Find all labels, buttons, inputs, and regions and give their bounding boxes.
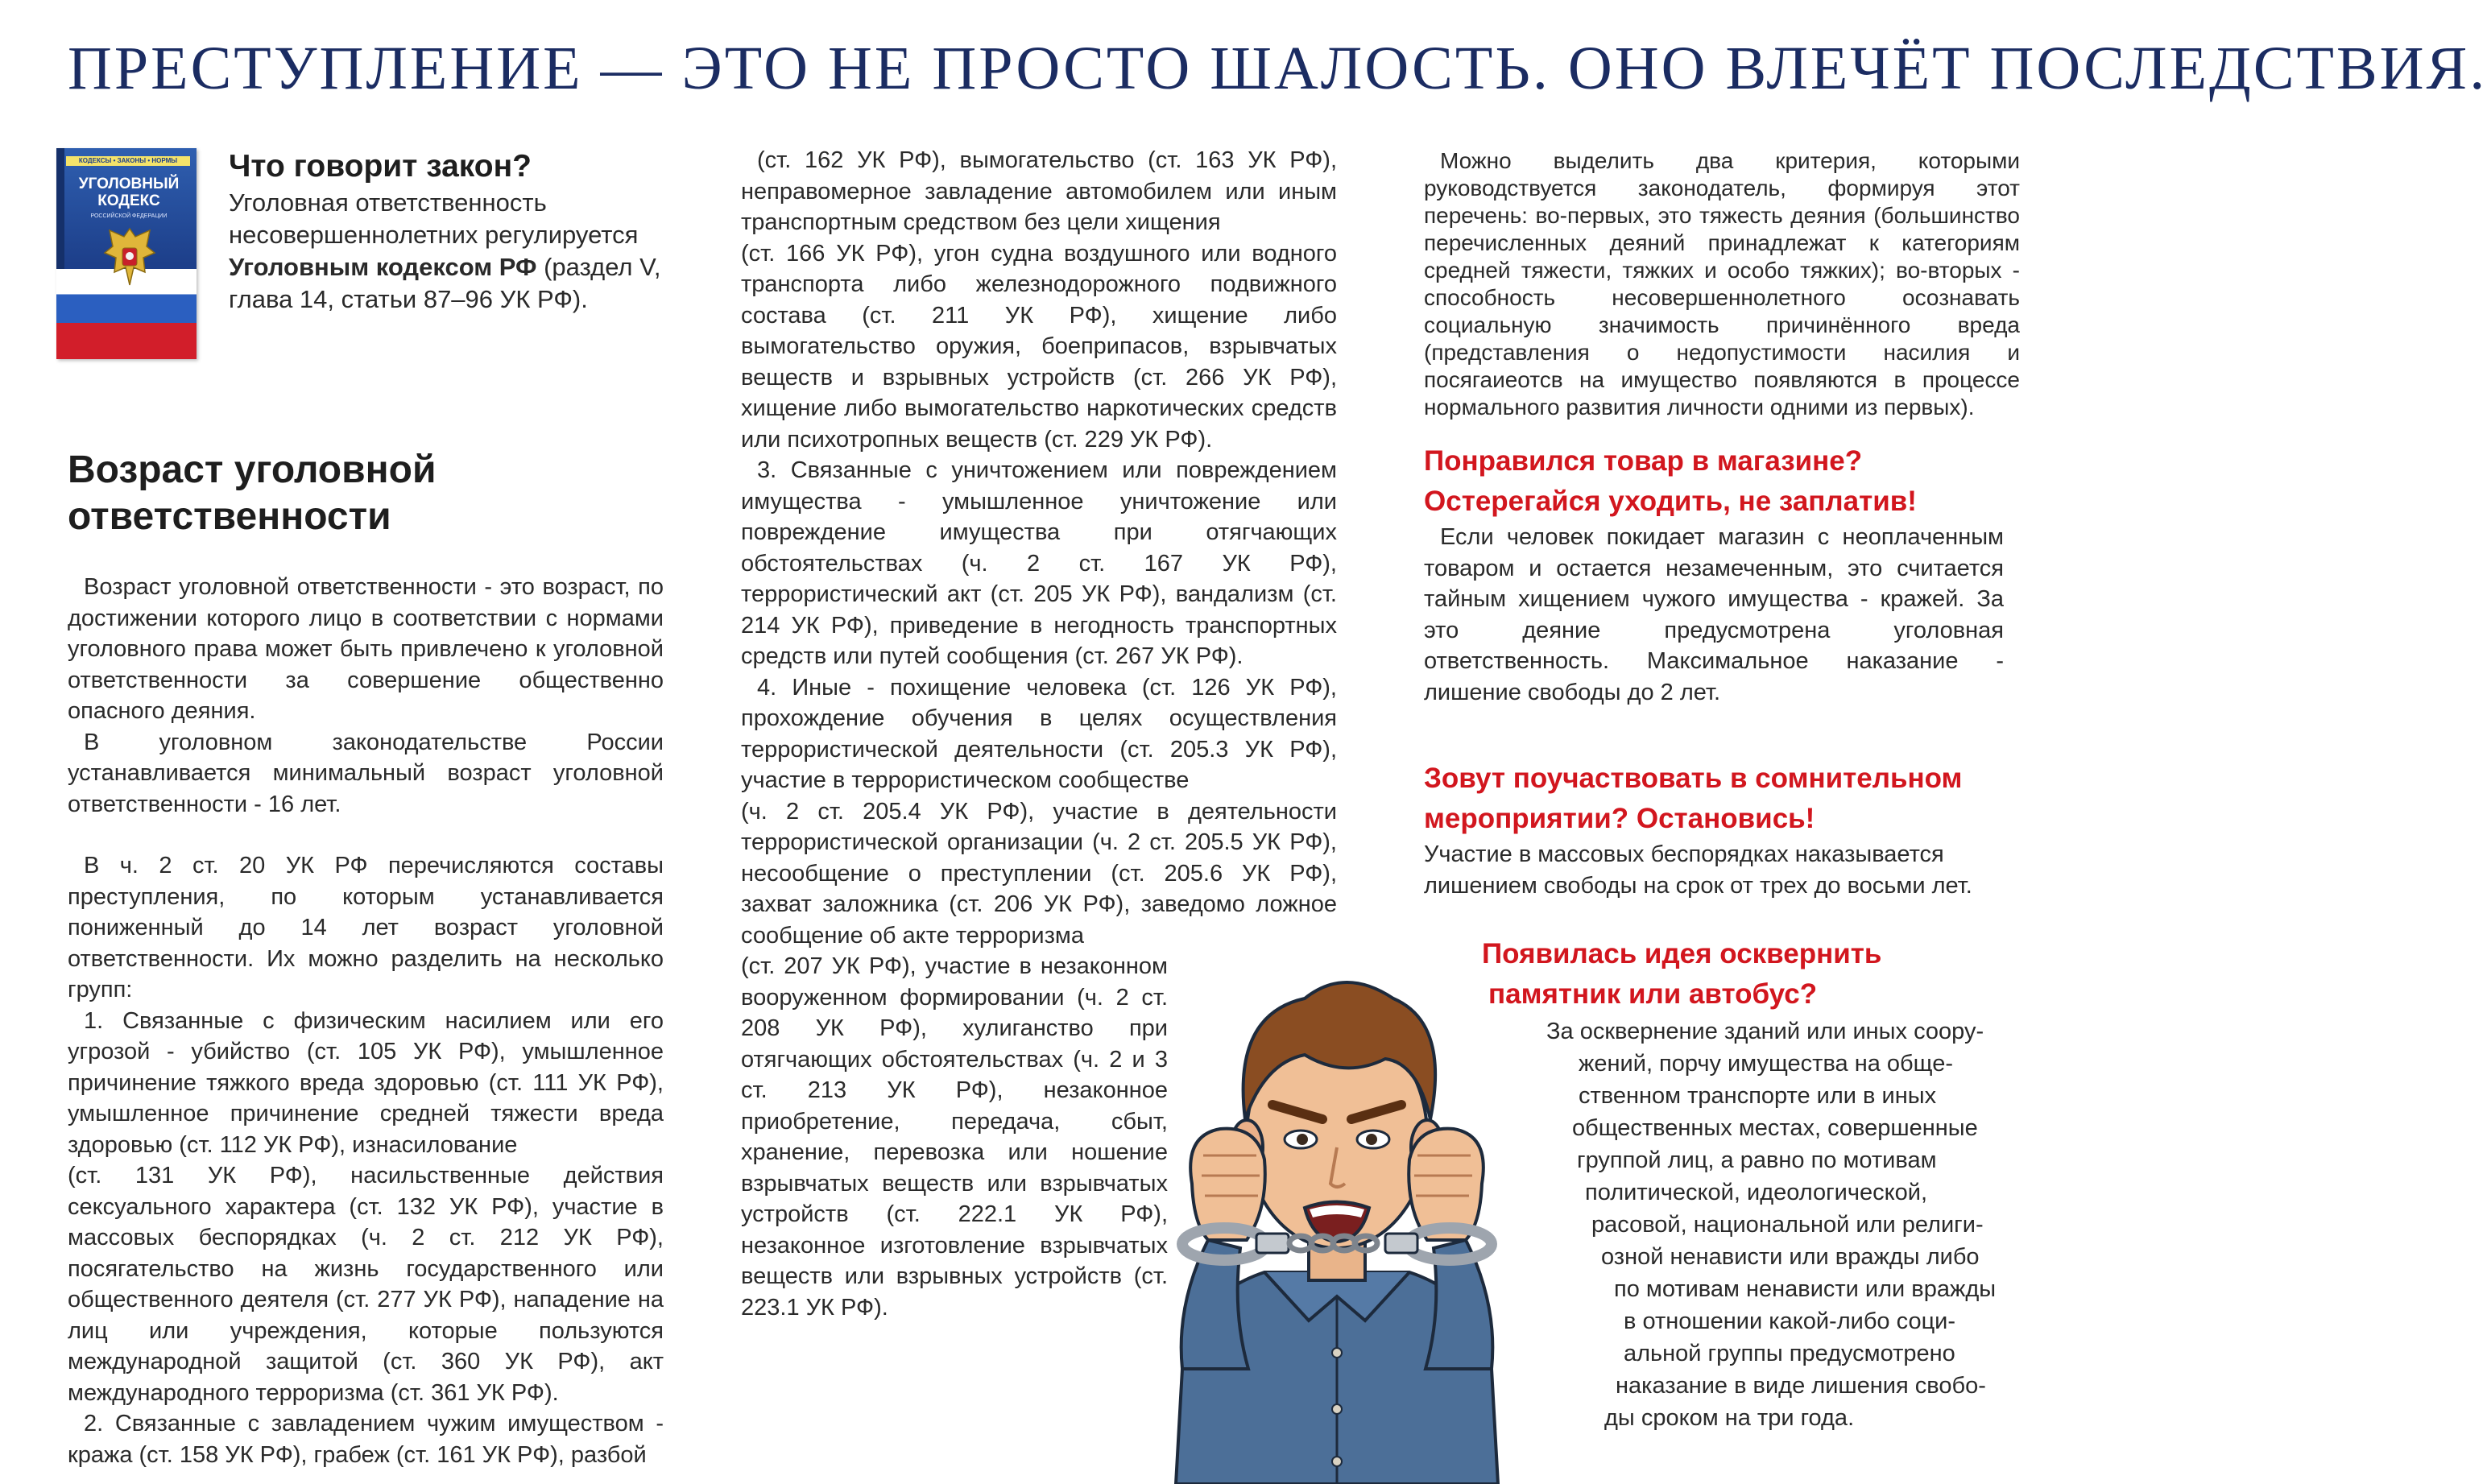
middle-paragraph-1: (ст. 162 УК РФ), вымогательство (ст. 163 УК РФ), неправомерное завладение автомобилем или иным транспортным средством без цели хищения — [741, 147, 1337, 235]
vandalism-line-6: политической, идеологической, — [1585, 1180, 1928, 1205]
age-paragraph-4: 1. Связанные с физическим насилием или его угрозой - убийство (ст. 105 УК РФ), умышленное причинение тяжкого вреда здоровью (ст. 111 УК РФ), умышленное причинение средней тяжести вреда здоровью (ст. 112 УК РФ), изнасилование — [68, 1007, 664, 1158]
left-column — [68, 572, 664, 1470]
vandalism-line-12: наказание в виде лишения свобо- — [1616, 1373, 1986, 1399]
shoplifting-section — [1424, 441, 2020, 708]
vandalism-text — [1530, 1015, 2030, 1434]
age-paragraph-1: Возраст уголовной ответственности - это возраст, по достижении которого лицо в соответствии с нормами уголовного права может быть привлечено к уголовной ответственности за совершение общественно опасного деяния. — [68, 574, 664, 724]
book-top-label: КОДЕКСЫ • ЗАКОНЫ • НОРМЫ — [66, 156, 190, 166]
vandalism-line-13: ды сроком на три года. — [1604, 1405, 1855, 1431]
vandalism-line-2: жений, порчу имущества на обще- — [1579, 1051, 1953, 1077]
shoplifting-heading-2: Остерегайся уходить, не заплатив! — [1424, 486, 1917, 517]
law-text — [229, 187, 664, 316]
shoplifting-heading-1: Понравился товар в магазине? — [1424, 445, 1863, 477]
coat-of-arms-icon — [101, 222, 158, 295]
law-text-part2: (раздел V, глава 14, статьи 87–96 УК РФ). — [229, 253, 661, 313]
vandalism-line-3: ственном транспорте или в иных — [1579, 1083, 1937, 1109]
shoplifting-text-wrap — [1424, 522, 2004, 708]
law-heading: Что говорит закон? — [229, 149, 532, 184]
middle-paragraph-5: (ч. 2 ст. 205.4 УК РФ), участие в деятельности террористической организации (ч. 2 ст. 205.5 УК РФ), несообщение о преступлении (ст. 205.6 УК РФ), захват заложника (ст. 206 УК РФ), заведомо ложное сообщение об акте терроризма — [741, 798, 1337, 949]
vandalism-line-8: озной ненависти или вражды либо — [1601, 1244, 1980, 1270]
vandalism-line-11: альной группы предусмотрено — [1624, 1341, 1955, 1366]
vandalism-heading-2: памятник или автобус? — [1488, 978, 1818, 1010]
vandalism-line-5: группой лиц, а равно по мотивам — [1577, 1147, 1937, 1173]
vandalism-heading-1: Появилась идея осквернить — [1482, 938, 1882, 969]
vandalism-line-4: общественных местах, совершенные — [1572, 1115, 1978, 1141]
law-section — [229, 148, 664, 316]
handcuffed-man-illustration — [1144, 918, 1530, 1484]
middle-paragraph-4: 4. Иные - похищение человека (ст. 126 УК РФ), прохождение обучения в целях осуществления террористической деятельности (ст. 205.3 УК РФ), участие в террористическом сообществе — [741, 674, 1337, 793]
riot-heading-2: мероприятии? Остановись! — [1424, 803, 1815, 834]
criminal-code-book-image — [56, 148, 197, 359]
age-paragraph-5: (ст. 131 УК РФ), насильственные действия сексуального характера (ст. 132 УК РФ), участие в массовых беспорядках (ч. 2 ст. 212 УК РФ), посягательство на жизнь государственного или общественного деятеля (ст. 277 УК РФ), нападение на лиц или учреждения, которые пользуются международной защитой (ст. 360 УК РФ), акт международного терроризма (ст. 361 УК РФ). — [68, 1163, 664, 1406]
vandalism-line-1: За осквернение зданий или иных соору- — [1546, 1019, 1984, 1044]
law-text-bold: Уголовным кодексом РФ — [229, 253, 537, 281]
shoplifting-text: Если человек покидает магазин с неоплаченным товаром и остается незамеченным, это считается тайным хищением чужого имущества - кражей. За это деяние предусмотрена уголовная ответственность. Максимальное наказание - лишение свободы до 2 лет. — [1424, 524, 2004, 705]
middle-paragraph-6: (ст. 207 УК РФ), участие в незаконном вооруженном формировании (ч. 2 ст. 208 УК РФ), хулиганство при отягчающих обстоятельствах (ч. 2 и 3 ст. 213 УК РФ), незаконное приобретение, передача, сбыт, хранение, перевозка или ношение взрывчатых веществ или взрывчатых устройств (ст. 222.1 УК РФ), незаконное изготовление взрывчатых веществ или взрывных устройств (ст. 223.1 УК РФ). — [741, 953, 1168, 1321]
age-paragraph-6: 2. Связанные с завладением чужим имуществом - кража (ст. 158 УК РФ), грабеж (ст. 161 УК РФ), разбой — [68, 1411, 664, 1468]
book-title — [68, 176, 190, 209]
page-title: ПРЕСТУПЛЕНИЕ — ЭТО НЕ ПРОСТО ШАЛОСТЬ. ОНО ВЛЕЧЁТ ПОСЛЕДСТВИЯ. — [68, 35, 2487, 102]
vandalism-line-10: в отношении какой-либо соци- — [1624, 1308, 1956, 1334]
criteria-paragraph: Можно выделить два критерия, которыми руководствуется законодатель, формируя этот перечень: во-первых, это тяжесть деяния (большинство перечисленных деяний принадлежат к категориям средней тяжести, тяжких и особо тяжких); во-вторых - способность несовершеннолетного осознавать социальную значимость причинённого вреда (представления о недопустимости насилия и посягаиеотсв на имущество появляются в процессе нормального развития личности одними из первых). — [1424, 148, 2020, 420]
riot-text-wrap — [1424, 839, 2004, 901]
age-heading: Возраст уголовной ответственности — [68, 449, 437, 538]
vandalism-line-7: расовой, национальной или религи- — [1591, 1212, 1984, 1238]
law-text-part1: Уголовная ответственность несовершеннолетних регулируется — [229, 188, 639, 249]
riot-text: Участие в массовых беспорядках наказывается лишением свободы на срок от трех до восьми лет. — [1424, 841, 1972, 899]
book-subtitle: РОССИЙСКОЙ ФЕДЕРАЦИИ — [90, 213, 168, 219]
age-paragraph-3: В ч. 2 ст. 20 УК РФ перечисляются составы преступления, по которым устанавливается пониженный до 14 лет возраст уголовной ответственности. Их можно разделить на несколько групп: — [68, 853, 664, 1002]
middle-paragraph-3: 3. Связанные с уничтожением или повреждением имущества - умышленное уничтожение или повреждение имущества при отягчающих обстоятельствах (ч. 2 ст. 167 УК РФ), террористический акт (ст. 205 УК РФ), вандализм (ст. 214 УК РФ), приведение в негодность транспортных средств или путей сообщения (ст. 267 УК РФ). — [741, 457, 1337, 669]
right-column — [1424, 147, 2020, 421]
riot-heading-1: Зовут поучаствовать в сомнительном — [1424, 763, 1963, 794]
book-title-line1: УГОЛОВНЫЙ — [78, 176, 180, 192]
book-title-line2: КОДЕКС — [97, 192, 160, 209]
age-paragraph-2: В уголовном законодательстве России устанавливается минимальный возраст уголовной ответственности - 16 лет. — [68, 729, 664, 817]
vandalism-section — [1482, 934, 2030, 1015]
riot-section — [1424, 759, 2020, 901]
vandalism-line-9: по мотивам ненависти или вражды — [1614, 1276, 1997, 1302]
middle-paragraph-2: (ст. 166 УК РФ), угон судна воздушного или водного транспорта либо железнодорожного подвижного состава (ст. 211 УК РФ), хищение либо вымогательство оружия, боеприпасов, взрывчатых веществ и взрывных устройств (ст. 266 УК РФ), хищение либо вымогательство наркотических средств или психотропных веществ (ст. 229 УК РФ). — [741, 240, 1337, 453]
